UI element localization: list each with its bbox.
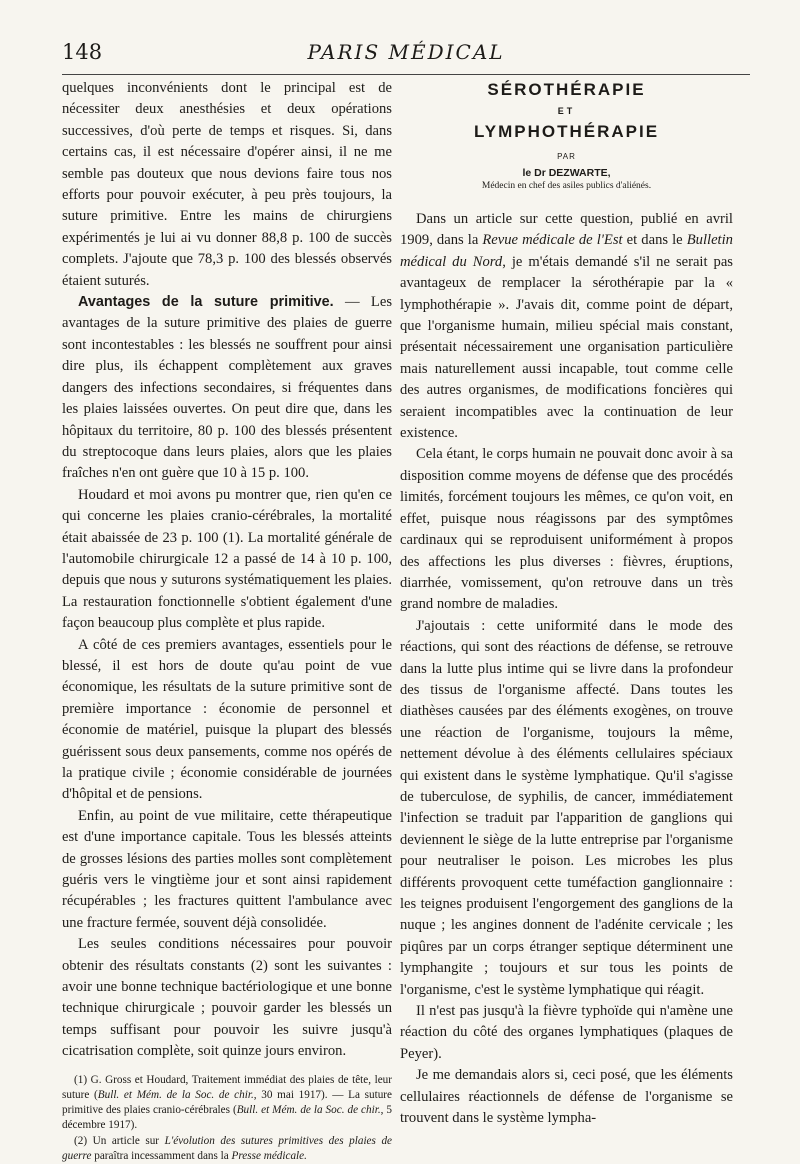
footnote-1-journal-2: Bull. et Mém. de la Soc. de chir. [236,1104,381,1117]
right-paragraph-5: Je me demandais alors si, ceci posé, que les éléments cellulaires réactionnels de défense de l'organisme se trouvent dans le système lympha- [400,1067,733,1127]
left-column [62,78,392,1164]
byline-par: PAR [557,152,576,161]
left-paragraph-3: Houdard et moi avons pu montrer que, rien qu'en ce qui concerne les plaies cranio-cérébrales, la mortalité était abaissée de 23 p. 100 (1). La mortalité générale de l'automobile chirurgicale 12 a passé de 14 à 10 p. 100, depuis que nous y suturons systématiquement les plaies. La restauration fonctionnelle s'obtient également d'une façon beaucoup plus complète et plus rapide. [62,486,392,632]
journal-bulletin-medical: Bulletin médical du Nord [400,232,733,270]
footnotes [62,1073,392,1164]
right-paragraph-1-text-a: Dans un article sur cette question, publié en avril 1909, dans la [400,211,733,249]
footnote-1-journal-1: Bull. et Mém. de la Soc. de chir. [97,1088,254,1101]
left-paragraph-6: Les seules conditions nécessaires pour pouvoir obtenir des résultats constants (2) sont les suivantes : avoir une bonne technique bactériologique et une bonne technique chirurgicale ; pouvoir garder les blessés un temps suffisant pour pouvoir les suivre jusqu'à cicatrisation complète, soit quinze jours environ. [62,936,392,1060]
footnote-2-article-title: L'évolution des sutures primitives des plaies de guerre [62,1134,392,1162]
page-number: 148 [62,40,103,64]
article-title-et: ET [557,106,576,116]
right-paragraph-2: Cela étant, le corps humain ne pouvait donc avoir à sa disposition comme moyens de défense que des procédés limités, forcément toujours les mêmes, ce qu'on voit, en effet, puisque nous réagissons par des symptômes cardinaux qui se reproduisent uniformément à propos des affections les plus diverses : fièvres, éruptions, diarrhée, vomissement, qu'on retrouve dans un très grand nombre de maladies. [400,446,733,613]
left-paragraph-1: quelques inconvénients dont le principal est de nécessiter deux anesthésies et deux opérations successives, d'où perte de temps et risques. Si, dans certains cas, il est nécessaire d'opérer ainsi, il ne me semble pas douteux que nous devions faire tous nos efforts pour pouvoir exécuter, à peu près toujours, la suture primitive. Entre les mains de chirurgiens expérimentés je lui ai vu donner 88,8 p. 100 de succès complets. J'ajoute que 78,3 p. 100 des blessés observés étaient suturés. [62,80,392,289]
article-title-line-1: SÉROTHÉRAPIE [487,80,646,99]
section-heading: Avantages de la suture primitive. [78,294,334,311]
byline-author: le Dr DEZWARTE, [522,167,611,179]
footnote-1 [62,1073,392,1134]
left-paragraph-2 [62,292,392,485]
left-paragraph-4: A côté de ces premiers avantages, essentiels pour le blessé, il est hors de doute qu'au point de vue économique, les résultats de la suture primitive sont de première importance : économie de personnel et économie de matériel, puisque la plupart des blessés guérissent sous deux pansements, comme nos opérés de la pratique civile ; économie considérable de journées d'hôpital et de pensions. [62,636,392,803]
left-paragraph-2-text: — Les avantages de la suture primitive des plaies de guerre sont incontestables : les blessés ne souffrent pour ainsi dire plus, ils échappent complètement aux graves dangers des infections secondaires, si fréquentes dans les plaies laissées ouvertes. On peut dire que, dans les hôpitaux du territoire, 80 p. 100 des blessés présentent du streptocoque dans leurs plaies, alors que les plaies fraîches n'en ont guère que 10 à 15 p. 100. [62,294,392,482]
article-title-line-2: LYMPHOTHÉRAPIE [473,122,660,141]
byline-affiliation: Médecin en chef des asiles publics d'aliénés. [481,181,652,191]
journal-revue-medicale: Revue médicale de l'Est [482,232,623,249]
page-header [62,40,750,75]
footnote-2-journal: Presse médicale. [231,1149,307,1162]
right-paragraph-4: Il n'est pas jusqu'à la fièvre typhoïde qui n'amène une réaction du côté des organes lymphatiques (plaques de Peyer). [400,1003,733,1062]
right-paragraph-1-text-c: , je m'étais demandé s'il ne serait pas avantageux de remplacer la sérothérapie par la « lymphothérapie ». J'avais dit, comme point de départ, que l'organisme humain, milieu spécial mais constant, présentait nécessairement une organisation particulière mais naturellement aussi incapable, tout comme celle des autres organismes, de modifications foncières qui seraient incompatibles avec la continuation de leur existence. [400,253,733,442]
right-paragraph-1 [400,209,733,444]
running-title: PARIS MÉDICAL [307,40,505,64]
footnote-2-text-b: paraîtra incessamment dans la [91,1149,232,1162]
article-body [400,209,733,1129]
right-column [400,78,733,1129]
footnote-2 [62,1134,392,1164]
left-paragraph-5: Enfin, au point de vue militaire, cette thérapeutique est d'une importance capitale. Tous les blessés atteints de grosses lésions des parties molles sont complètement guéris vers le vingtième jour et sont ainsi rapidement récupérables ; les fractures quittent l'ambulance avec une fracture fermée, souvent déjà consolidée. [62,807,392,931]
footnote-1-text-c: , 5 décembre 1917). [62,1104,392,1132]
footnote-1-text-b: , 30 mai 1917). — La suture primitive des plaies cranio-cérébrales ( [62,1088,392,1117]
footnote-1-text-a: (1) G. Gross et Houdard, Traitement immédiat des plaies de tête, leur suture ( [62,1073,392,1101]
right-paragraph-3: J'ajoutais : cette uniformité dans le mode des réactions, qui sont des réactions de défense, se retrouve dans la lutte plus intime qui se livre dans la profondeur des tissus de l'organisme affecté. Dans toutes les diathèses causées par des éléments exogènes, on trouve une réaction de l'organisme, toujours la même, nettement dévolue à des éléments cellulaires spéciaux qui existent dans le système lymphatique. Qu'il s'agisse de tuberculose, de syphilis, de cancer, immédiatement l'infection se traduit par l'apparition de ganglions qui deviennent le siège de la lutte entreprise par l'organisme pour neutraliser le poison. Les microbes les plus différents provoquent cette tuméfaction ganglionnaire : les teignes produisent l'engorgement des ganglions de la nuque ; les angines donnent de l'adénite cervicale ; les piqûres par un corps étranger septique déterminent une lymphangite ; toujours et sur tous les points de l'organisme, c'est le système lymphatique qui réagit. [400,617,733,998]
footnote-2-text-a: (2) Un article sur [74,1134,165,1147]
right-paragraph-1-text-b: et dans le [622,232,687,249]
